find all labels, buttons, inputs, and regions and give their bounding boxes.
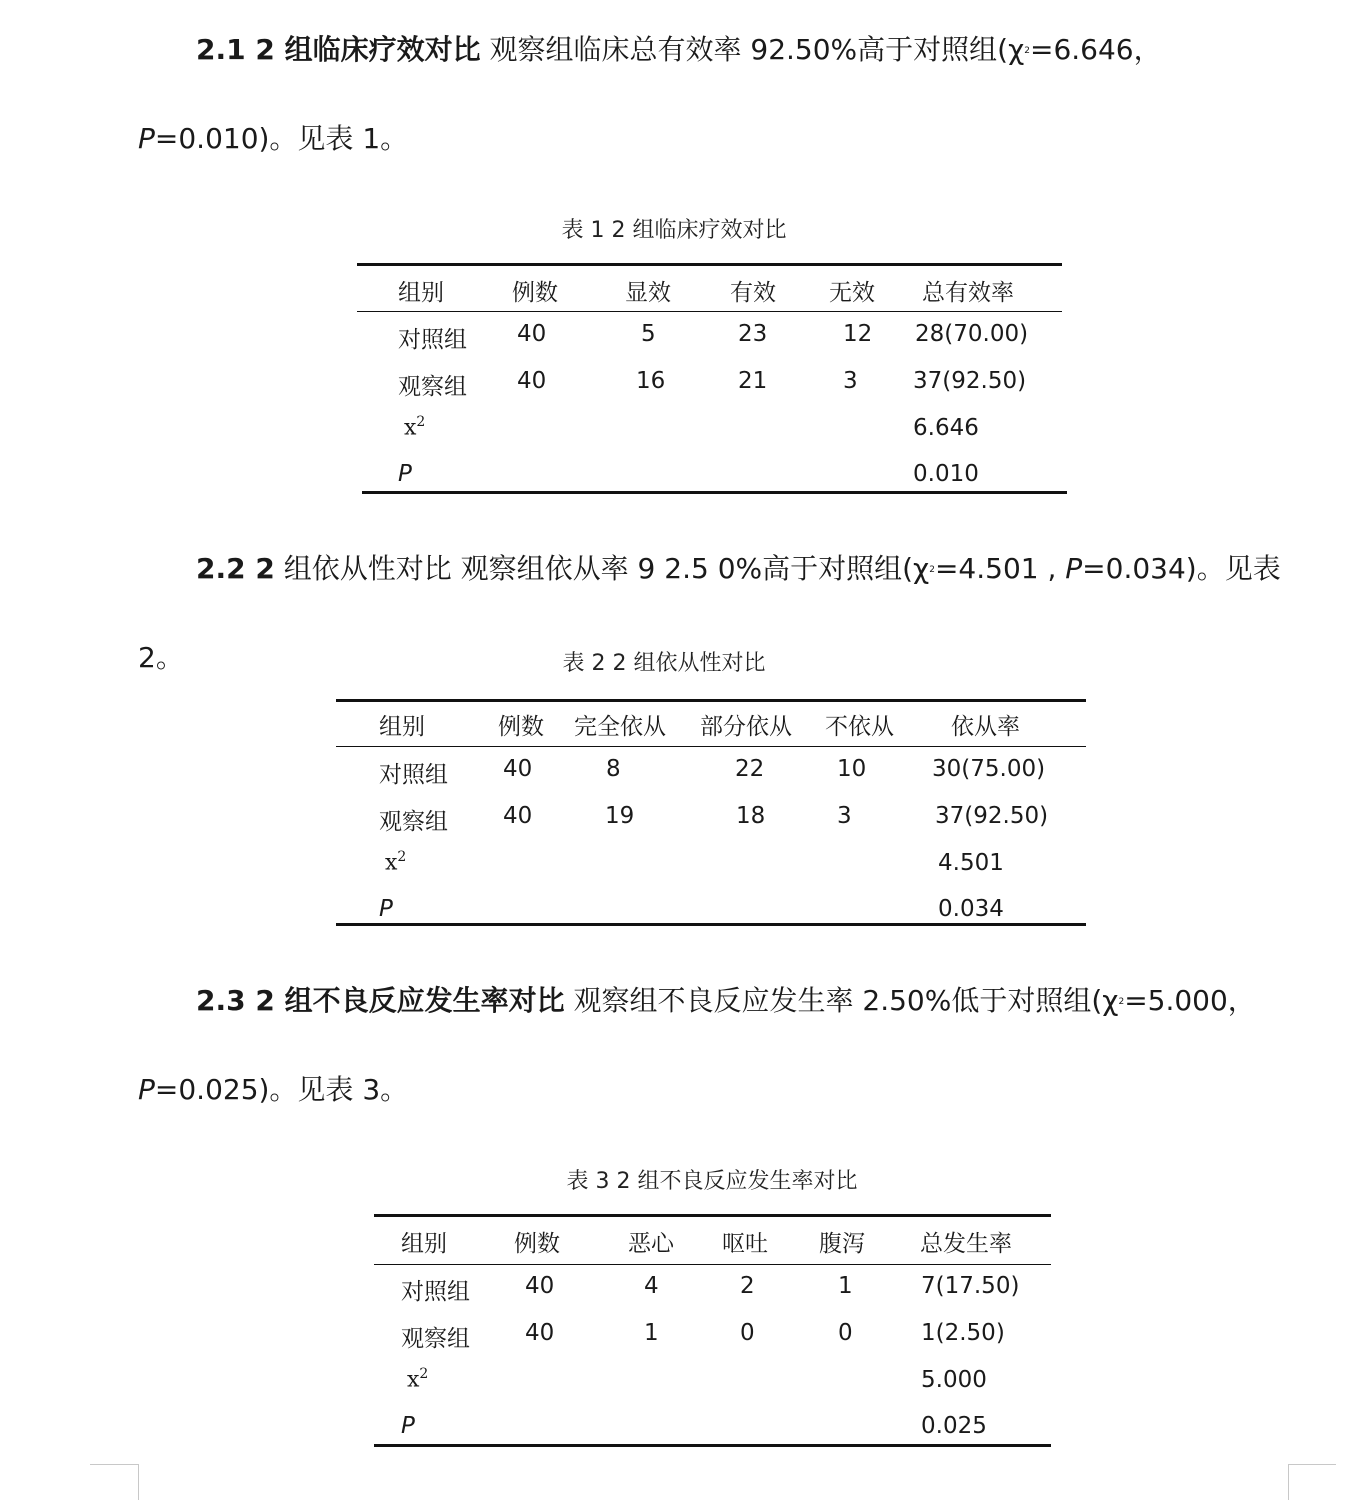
table-1-cell: 5: [641, 321, 656, 347]
table-1-cell: 40: [517, 321, 547, 347]
table-2-cell: 22: [735, 756, 765, 782]
table-2-cell: 19: [605, 803, 635, 829]
table-2-header-rule: [336, 746, 1086, 747]
table-3-cell: 1: [644, 1320, 659, 1346]
table-1-cell: 37(92.50): [913, 368, 1027, 394]
table-3-cell: 对照组: [401, 1279, 470, 1305]
page-corner-mark-right-h: [1288, 1464, 1336, 1465]
table-3-cell: 观察组: [401, 1326, 470, 1352]
section-2-1-heading: 2.1 2 组临床疗效对比: [196, 33, 481, 66]
table-1-cell: 3: [843, 368, 858, 394]
table-2-p-label: P: [379, 896, 393, 922]
section-2-3-paragraph: 2.3 2 组不良反应发生率对比 观察组不良反应发生率 2.50%低于对照组($\chi^2=5.000$，P=0.025)。见表 3。: [138, 984, 1256, 1106]
table-3-header: 例数: [514, 1231, 560, 1257]
table-3-cell: 40: [525, 1320, 555, 1346]
page-corner-mark-right-v: [1288, 1464, 1289, 1500]
table-3-p-value: 0.025: [921, 1413, 987, 1439]
table-1-header: 总有效率: [922, 280, 1014, 306]
table-2-cell: 40: [503, 803, 533, 829]
table-1-top-rule: [357, 263, 1062, 266]
table-2-header: 部分依从: [700, 714, 792, 740]
table-2-top-rule: [336, 699, 1086, 702]
table-3-cell: 0: [740, 1320, 755, 1346]
table-1-header: 组别: [398, 280, 444, 306]
table-3-chi-square-label: $x^2$: [407, 1366, 429, 1393]
table-2-cell: 18: [736, 803, 766, 829]
table-1-cell: 21: [738, 368, 768, 394]
table-1-cell: 16: [636, 368, 666, 394]
table-3-header: 恶心: [628, 1231, 674, 1257]
table-1-chi-square-value: 6.646: [913, 415, 979, 441]
table-3-caption: 表 3 2 组不良反应发生率对比: [566, 1169, 858, 1194]
table-2-caption: 表 2 2 组依从性对比: [562, 651, 766, 676]
table-3-bottom-rule: [374, 1444, 1051, 1447]
table-3-chi-square-value: 5.000: [921, 1367, 987, 1393]
table-2-cell: 对照组: [379, 762, 448, 788]
table-1-p-value: 0.010: [913, 461, 979, 487]
page-corner-mark-left-h: [90, 1464, 138, 1465]
table-1-chi-square-label: $x^2$: [404, 414, 426, 441]
table-2-cell: 10: [837, 756, 867, 782]
page-corner-mark-left-v: [138, 1464, 139, 1500]
table-2-cell: 40: [503, 756, 533, 782]
table-3-header: 组别: [401, 1231, 447, 1257]
section-2-2-heading-number: 2.2 2: [196, 552, 275, 585]
table-2-cell: 观察组: [379, 809, 448, 835]
table-3-cell: 0: [838, 1320, 853, 1346]
table-2-header: 不依从: [825, 714, 894, 740]
table-3-p-label: P: [401, 1413, 415, 1439]
table-1-p-label: P: [398, 461, 412, 487]
table-3-header: 总发生率: [920, 1231, 1012, 1257]
section-2-3-heading: 2.3 2 组不良反应发生率对比: [196, 984, 565, 1017]
table-1-bottom-rule: [362, 491, 1067, 494]
table-2-header: 依从率: [951, 714, 1020, 740]
table-2-cell: 8: [606, 756, 621, 782]
section-2-2-heading: 组依从性对比: [274, 552, 452, 585]
table-1-cell: 28(70.00): [915, 321, 1029, 347]
table-3-cell: 1: [838, 1273, 853, 1299]
table-2-cell: 3: [837, 803, 852, 829]
table-2-bottom-rule: [336, 923, 1086, 926]
table-2-cell: 30(75.00): [932, 756, 1046, 782]
table-2-header: 例数: [498, 714, 544, 740]
table-2-chi-square-label: $x^2$: [385, 849, 407, 876]
table-3-top-rule: [374, 1214, 1051, 1217]
table-2-header: 完全依从: [574, 714, 666, 740]
table-1-cell: 40: [517, 368, 547, 394]
table-3-cell: 40: [525, 1273, 555, 1299]
table-3-cell: 1(2.50): [921, 1320, 1005, 1346]
table-2-header: 组别: [379, 714, 425, 740]
table-3-header: 腹泻: [819, 1231, 865, 1257]
table-2-chi-square-value: 4.501: [938, 850, 1004, 876]
table-1-caption: 表 1 2 组临床疗效对比: [561, 218, 787, 243]
section-2-1-paragraph: 2.1 2 组临床疗效对比 观察组临床总有效率 92.50%高于对照组($\chi^2=6.646$，P=0.010)。见表 1。: [138, 33, 1162, 155]
table-2-cell: 37(92.50): [935, 803, 1049, 829]
table-3-cell: 4: [644, 1273, 659, 1299]
table-1-header: 显效: [625, 280, 671, 306]
table-3-header: 呕吐: [722, 1231, 768, 1257]
table-1-header: 有效: [730, 280, 776, 306]
table-1-cell: 23: [738, 321, 768, 347]
table-2-p-value: 0.034: [938, 896, 1004, 922]
table-3-header-rule: [374, 1264, 1051, 1265]
table-3-cell: 2: [740, 1273, 755, 1299]
table-1-cell: 观察组: [398, 374, 467, 400]
table-3-cell: 7(17.50): [921, 1273, 1020, 1299]
table-1-header: 无效: [829, 280, 875, 306]
table-1-header-rule: [357, 311, 1062, 312]
table-1-header: 例数: [512, 280, 558, 306]
section-2-2-paragraph: 2.2 2 组依从性对比 观察组依从率 9 2.5 0%高于对照组($\chi^2=4.501$ , P=0.034)。见表 2。: [138, 552, 1281, 674]
table-1-cell: 对照组: [398, 327, 467, 353]
table-1-cell: 12: [843, 321, 873, 347]
